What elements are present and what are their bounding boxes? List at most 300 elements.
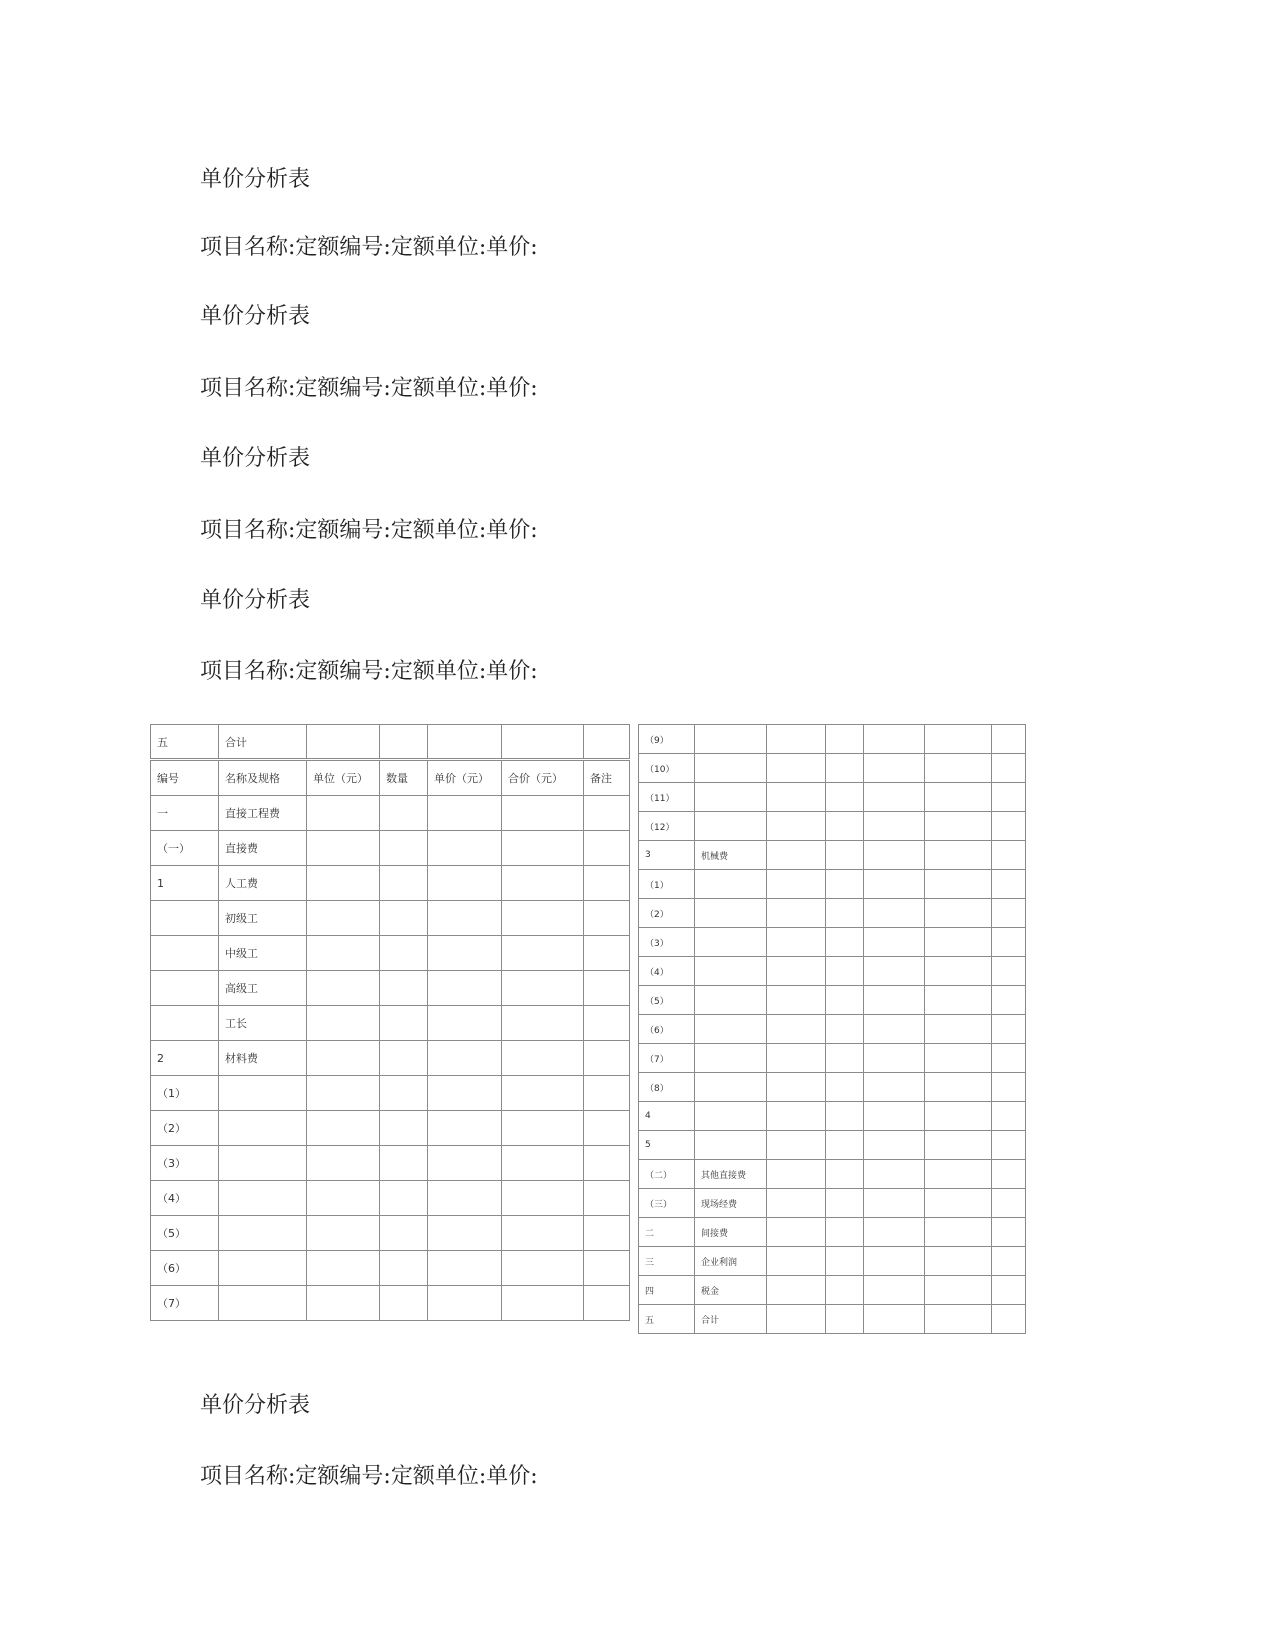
table-cell (925, 1218, 992, 1247)
table-cell (767, 1247, 826, 1276)
table-cell (380, 936, 428, 971)
table-cell (826, 899, 864, 928)
table-cell (428, 1216, 502, 1251)
column-header: 编号 (151, 760, 219, 796)
title-4: 单价分析表 (200, 588, 311, 613)
table-cell (767, 812, 826, 841)
table-cell (502, 1076, 584, 1111)
table-cell: （4） (639, 957, 695, 986)
table-cell (695, 899, 767, 928)
table-cell (925, 1189, 992, 1218)
table-cell (584, 1181, 630, 1216)
table-cell: （2） (151, 1111, 219, 1146)
table-cell (826, 725, 864, 754)
table-cell (695, 1102, 767, 1131)
column-header: 名称及规格 (219, 760, 307, 796)
table-cell (584, 1006, 630, 1041)
table-cell (307, 936, 380, 971)
table-cell (925, 870, 992, 899)
table-cell (151, 936, 219, 971)
table-header-row (151, 760, 630, 796)
table-row (639, 870, 1026, 899)
table-row (151, 725, 630, 760)
table-cell (992, 899, 1026, 928)
table-cell (864, 1247, 925, 1276)
table-row (639, 1247, 1026, 1276)
table-cell (380, 1216, 428, 1251)
table-cell (826, 1102, 864, 1131)
table-cell (695, 725, 767, 754)
table-cell (925, 1160, 992, 1189)
table-cell (584, 866, 630, 901)
table-cell (864, 1044, 925, 1073)
table-cell (428, 1041, 502, 1076)
table-cell (925, 1131, 992, 1160)
table-row (639, 1276, 1026, 1305)
table-cell (826, 1189, 864, 1218)
table-cell (695, 870, 767, 899)
table-cell (502, 796, 584, 831)
table-cell (584, 1251, 630, 1286)
table-cell (925, 841, 992, 870)
table-cell (826, 957, 864, 986)
table-cell (584, 1286, 630, 1321)
table-cell (826, 1305, 864, 1334)
table-cell (992, 1189, 1026, 1218)
table-cell: 5 (639, 1131, 695, 1160)
table-cell (925, 957, 992, 986)
table-cell (380, 866, 428, 901)
info-line-4: 项目名称:定额编号:定额单位:单价: (200, 659, 538, 684)
table-cell (428, 866, 502, 901)
table-cell (380, 1006, 428, 1041)
table-cell: （4） (151, 1181, 219, 1216)
table-cell (767, 1218, 826, 1247)
table-cell (502, 1181, 584, 1216)
unit-price-table-right (638, 724, 1026, 1334)
table-cell (925, 1276, 992, 1305)
table-row (151, 1006, 630, 1041)
unit-price-table-left (150, 724, 630, 1321)
table-row (151, 1146, 630, 1181)
table-cell (826, 1073, 864, 1102)
table-cell (864, 1015, 925, 1044)
table-cell (826, 1160, 864, 1189)
table-cell (502, 1216, 584, 1251)
table-cell (380, 725, 428, 760)
table-row (151, 1181, 630, 1216)
info-line-2: 项目名称:定额编号:定额单位:单价: (200, 376, 538, 401)
table-cell (992, 870, 1026, 899)
table-cell (695, 928, 767, 957)
table-cell (992, 1218, 1026, 1247)
table-cell: （1） (639, 870, 695, 899)
table-row (151, 1111, 630, 1146)
table-cell: （6） (151, 1251, 219, 1286)
table-cell (695, 986, 767, 1015)
column-header: 数量 (380, 760, 428, 796)
table-cell: 间接费 (695, 1218, 767, 1247)
table-cell (826, 1276, 864, 1305)
table-cell (767, 783, 826, 812)
table-cell (992, 1044, 1026, 1073)
table-cell (380, 1076, 428, 1111)
table-cell (767, 1160, 826, 1189)
table-cell (307, 1181, 380, 1216)
table-cell: （6） (639, 1015, 695, 1044)
table-cell (925, 812, 992, 841)
table-row (639, 812, 1026, 841)
table-cell (219, 1251, 307, 1286)
title-5: 单价分析表 (200, 1393, 311, 1418)
table-cell (219, 1076, 307, 1111)
table-cell: 四 (639, 1276, 695, 1305)
table-cell (767, 1189, 826, 1218)
table-cell (428, 971, 502, 1006)
table-cell (992, 1102, 1026, 1131)
table-cell (380, 1251, 428, 1286)
title-3: 单价分析表 (200, 446, 311, 471)
table-cell (992, 957, 1026, 986)
table-cell (925, 1073, 992, 1102)
table-cell: （一） (151, 831, 219, 866)
column-header: 合价（元） (502, 760, 584, 796)
table-row (639, 1073, 1026, 1102)
table-cell (826, 754, 864, 783)
table-cell (826, 841, 864, 870)
column-header: 单位（元） (307, 760, 380, 796)
table-cell: 企业利润 (695, 1247, 767, 1276)
table-cell: 税金 (695, 1276, 767, 1305)
table-cell: （7） (151, 1286, 219, 1321)
table-cell (992, 1073, 1026, 1102)
table-cell (502, 1286, 584, 1321)
table-cell: 2 (151, 1041, 219, 1076)
table-cell (992, 1131, 1026, 1160)
table-cell (219, 1216, 307, 1251)
table-row (639, 1160, 1026, 1189)
table-cell (584, 831, 630, 866)
table-cell (695, 1073, 767, 1102)
table-cell: 直接工程费 (219, 796, 307, 831)
table-cell (428, 1076, 502, 1111)
table-cell (864, 1131, 925, 1160)
table-cell (992, 725, 1026, 754)
table-row (151, 866, 630, 901)
table-cell (695, 754, 767, 783)
table-cell (428, 1006, 502, 1041)
table-cell (864, 928, 925, 957)
table-cell (925, 754, 992, 783)
table-row (151, 1251, 630, 1286)
table-cell (307, 971, 380, 1006)
table-cell (584, 1111, 630, 1146)
table-row (151, 971, 630, 1006)
table-row (639, 1015, 1026, 1044)
table-cell (219, 1146, 307, 1181)
table-cell (767, 754, 826, 783)
table-cell: （3） (639, 928, 695, 957)
table-row (151, 1041, 630, 1076)
table-cell (428, 831, 502, 866)
table-cell (307, 1111, 380, 1146)
table-cell (767, 986, 826, 1015)
table-cell (695, 957, 767, 986)
table-row (639, 1131, 1026, 1160)
table-cell (826, 870, 864, 899)
table-cell (584, 1146, 630, 1181)
table-cell: 1 (151, 866, 219, 901)
table-row (639, 986, 1026, 1015)
table-cell (380, 1286, 428, 1321)
table-row (639, 1218, 1026, 1247)
table-cell (864, 725, 925, 754)
table-cell (826, 986, 864, 1015)
table-cell: （9） (639, 725, 695, 754)
table-cell (767, 1015, 826, 1044)
table-cell: （7） (639, 1044, 695, 1073)
table-cell: 工长 (219, 1006, 307, 1041)
table-cell: 三 (639, 1247, 695, 1276)
table-cell (428, 725, 502, 760)
table-cell (151, 901, 219, 936)
table-cell (307, 796, 380, 831)
table-cell (380, 1146, 428, 1181)
table-cell (864, 1218, 925, 1247)
table-cell (826, 783, 864, 812)
table-cell (864, 1073, 925, 1102)
table-cell (767, 725, 826, 754)
table-cell (219, 1111, 307, 1146)
table-row (151, 1076, 630, 1111)
table-cell (864, 1102, 925, 1131)
table-cell (502, 1006, 584, 1041)
table-cell (767, 1044, 826, 1073)
table-cell (767, 957, 826, 986)
table-row (639, 1044, 1026, 1073)
table-cell (502, 1251, 584, 1286)
table-cell (992, 1247, 1026, 1276)
table-cell (767, 1305, 826, 1334)
table-cell (584, 796, 630, 831)
table-cell (584, 1076, 630, 1111)
table-cell (826, 812, 864, 841)
table-cell: （2） (639, 899, 695, 928)
table-row (151, 1286, 630, 1321)
table-cell: 现场经费 (695, 1189, 767, 1218)
table-row (639, 841, 1026, 870)
table-row (639, 754, 1026, 783)
table-cell (380, 971, 428, 1006)
table-cell: 二 (639, 1218, 695, 1247)
table-cell (307, 1216, 380, 1251)
table-cell: 人工费 (219, 866, 307, 901)
table-cell (502, 725, 584, 760)
table-cell (584, 936, 630, 971)
table-cell (767, 841, 826, 870)
table-cell (925, 725, 992, 754)
table-cell (502, 866, 584, 901)
table-cell (864, 986, 925, 1015)
table-cell: 五 (639, 1305, 695, 1334)
table-cell (925, 1247, 992, 1276)
table-cell: （5） (639, 986, 695, 1015)
table-cell (992, 1015, 1026, 1044)
table-cell (826, 1044, 864, 1073)
table-cell (767, 1276, 826, 1305)
table-cell: 合计 (695, 1305, 767, 1334)
table-cell (992, 812, 1026, 841)
table-cell (380, 901, 428, 936)
table-cell (307, 866, 380, 901)
table-cell (380, 1111, 428, 1146)
table-cell (992, 783, 1026, 812)
table-cell (992, 841, 1026, 870)
title-2: 单价分析表 (200, 304, 311, 329)
table-cell (428, 936, 502, 971)
table-cell (864, 957, 925, 986)
table-cell (428, 901, 502, 936)
table-cell (307, 1041, 380, 1076)
table-cell (151, 971, 219, 1006)
table-cell (767, 928, 826, 957)
table-cell (767, 1073, 826, 1102)
table-cell (151, 1006, 219, 1041)
table-cell (864, 1276, 925, 1305)
table-cell: （10） (639, 754, 695, 783)
table-cell (925, 1102, 992, 1131)
table-cell (584, 1041, 630, 1076)
table-cell: 机械费 (695, 841, 767, 870)
table-cell: （1） (151, 1076, 219, 1111)
table-cell (428, 1286, 502, 1321)
table-cell (864, 1160, 925, 1189)
table-cell (826, 1247, 864, 1276)
table-cell (767, 870, 826, 899)
table-cell: 材料费 (219, 1041, 307, 1076)
table-cell: （8） (639, 1073, 695, 1102)
table-cell (925, 899, 992, 928)
table-cell (584, 725, 630, 760)
table-cell (219, 1181, 307, 1216)
table-cell (992, 754, 1026, 783)
table-cell (695, 1044, 767, 1073)
table-cell (380, 831, 428, 866)
table-cell: （5） (151, 1216, 219, 1251)
table-cell: （11） (639, 783, 695, 812)
table-cell (695, 783, 767, 812)
table-row (639, 1189, 1026, 1218)
table-row (639, 928, 1026, 957)
table-row (639, 1102, 1026, 1131)
table-cell (502, 831, 584, 866)
table-cell (428, 1111, 502, 1146)
table-cell (864, 1189, 925, 1218)
table-cell (307, 1076, 380, 1111)
table-row (151, 796, 630, 831)
table-cell (925, 783, 992, 812)
table-cell (380, 1181, 428, 1216)
table-cell (307, 901, 380, 936)
table-cell (428, 1181, 502, 1216)
table-cell (767, 899, 826, 928)
table-row (639, 899, 1026, 928)
table-row (151, 1216, 630, 1251)
table-cell (584, 971, 630, 1006)
table-cell (695, 1015, 767, 1044)
table-cell (864, 783, 925, 812)
table-cell (992, 1160, 1026, 1189)
table-cell: 五 (151, 725, 219, 760)
info-line-3: 项目名称:定额编号:定额单位:单价: (200, 518, 538, 543)
table-cell: 其他直接费 (695, 1160, 767, 1189)
table-cell (864, 812, 925, 841)
table-cell (502, 936, 584, 971)
table-cell (864, 899, 925, 928)
table-cell: （三） (639, 1189, 695, 1218)
table-row (639, 725, 1026, 754)
table-cell (992, 928, 1026, 957)
table-cell (502, 971, 584, 1006)
table-cell (428, 796, 502, 831)
table-cell (992, 1276, 1026, 1305)
table-cell (219, 1286, 307, 1321)
table-cell (428, 1251, 502, 1286)
table-cell (307, 725, 380, 760)
table-cell (864, 754, 925, 783)
table-cell (380, 1041, 428, 1076)
table-cell (864, 841, 925, 870)
table-cell (428, 1146, 502, 1181)
table-cell: 4 (639, 1102, 695, 1131)
info-line-1: 项目名称:定额编号:定额单位:单价: (200, 235, 538, 260)
table-cell: （12） (639, 812, 695, 841)
table-cell (826, 928, 864, 957)
table-cell: 合计 (219, 725, 307, 760)
table-cell: （3） (151, 1146, 219, 1181)
table-cell: 高级工 (219, 971, 307, 1006)
table-cell (826, 1015, 864, 1044)
table-cell: 初级工 (219, 901, 307, 936)
table-cell (380, 796, 428, 831)
table-row (151, 936, 630, 971)
table-row (639, 957, 1026, 986)
table-cell (307, 1251, 380, 1286)
table-cell (502, 1146, 584, 1181)
table-cell: （二） (639, 1160, 695, 1189)
table-cell (767, 1102, 826, 1131)
table-cell (864, 870, 925, 899)
title-1: 单价分析表 (200, 167, 311, 192)
table-cell (307, 1146, 380, 1181)
table-cell (695, 1131, 767, 1160)
table-cell (502, 1041, 584, 1076)
table-cell (925, 986, 992, 1015)
column-header: 单价（元） (428, 760, 502, 796)
info-line-5: 项目名称:定额编号:定额单位:单价: (200, 1464, 538, 1489)
table-cell (992, 986, 1026, 1015)
column-header: 备注 (584, 760, 630, 796)
table-cell (695, 812, 767, 841)
table-cell (584, 1216, 630, 1251)
table-cell (925, 1305, 992, 1334)
table-row (151, 831, 630, 866)
table-cell (826, 1131, 864, 1160)
table-cell: 一 (151, 796, 219, 831)
table-cell (307, 831, 380, 866)
table-cell: 直接费 (219, 831, 307, 866)
table-cell (992, 1305, 1026, 1334)
